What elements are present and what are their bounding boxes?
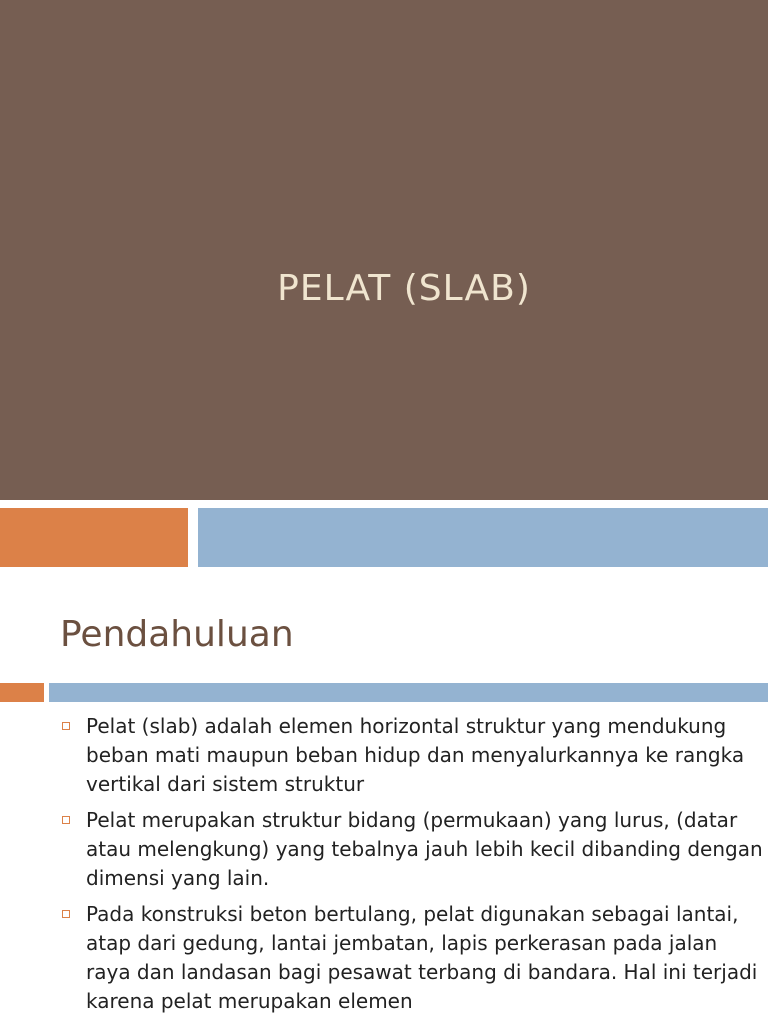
bullet-text: Pada konstruksi beton bertulang, pelat digunakan sebagai lantai, atap dari gedung, lantai jembatan, lapis perkerasan pada jalan raya dan landasan bagi pesawat terbang di bandara. Hal ini terjadi karena pelat merupakan elemen [86,902,758,1013]
title-accent-band-orange [0,508,188,567]
bullet-text: Pelat merupakan struktur bidang (permukaan) yang lurus, (datar atau melengkung) yang tebalnya jauh lebih kecil dibanding dengan dimensi yang lain. [86,808,763,890]
bullet-text: Pelat (slab) adalah elemen horizontal struktur yang mendukung beban mati maupun beban hidup dan menyalurkannya ke rangka vertikal dari sistem struktur [86,714,745,796]
heading-accent-band-orange [0,683,44,702]
title-slide-heading: PELAT (SLAB) [277,268,531,309]
bullet-item [60,712,768,799]
hollow-square-bullet-icon [62,910,70,918]
bullet-item [60,900,768,1016]
bullet-item [60,806,768,893]
title-slide-background [0,0,768,500]
content-slide-heading: Pendahuluan [60,614,294,655]
bullet-list [60,712,768,1023]
title-accent-band-blue [198,508,768,567]
hollow-square-bullet-icon [62,722,70,730]
heading-accent-band-blue [49,683,768,702]
hollow-square-bullet-icon [62,816,70,824]
